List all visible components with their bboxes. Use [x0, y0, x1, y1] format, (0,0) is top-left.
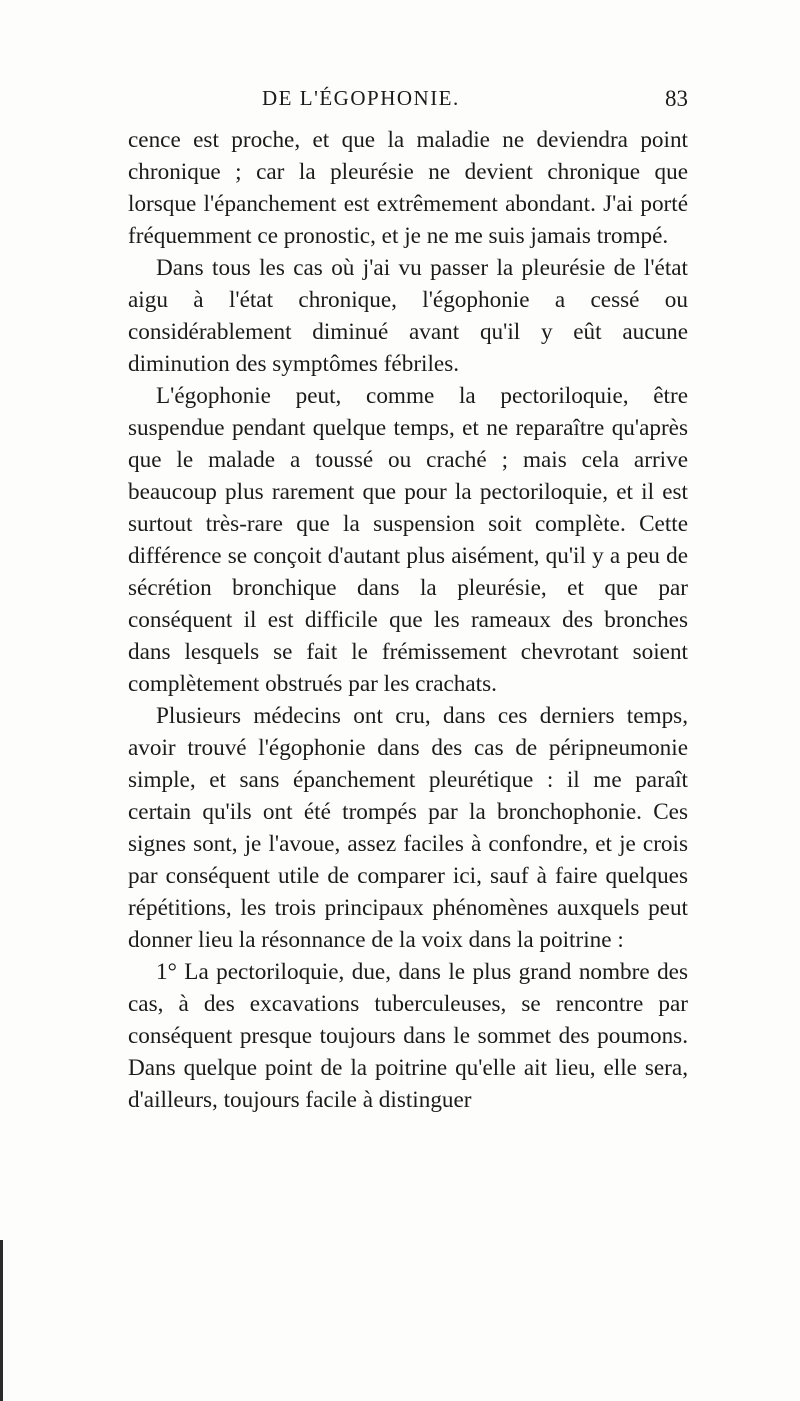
body-text: [128, 124, 688, 1116]
running-title: DE L'ÉGOPHONIE.: [262, 86, 460, 110]
paragraph-continuation: cence est proche, et que la maladie ne deviendra point chronique ; car la pleurésie ne devient chronique que lorsque l'épanchement est extrêmement abondant. J'ai porté fréquemment ce pronostic, et je ne me suis jamais trompé.: [128, 127, 688, 249]
paragraph: Plusieurs médecins ont cru, dans ces derniers temps, avoir trouvé l'égophonie dans des cas de péripneumonie simple, et sans épanchement pleurétique : il me paraît certain qu'ils ont été trompés par la bronchophonie. Ces signes sont, je l'avoue, assez faciles à confondre, et je crois par conséquent utile de comparer ici, sauf à faire quelques répétitions, les trois principaux phénomènes auxquels peut donner lieu la résonnance de la voix dans la poitrine :: [128, 703, 688, 953]
page-edge-mark: [0, 1240, 3, 1401]
page-number: 83: [665, 86, 688, 111]
paragraph: L'égophonie peut, comme la pectoriloquie, être suspendue pendant quelque temps, et ne reparaître qu'après que le malade a toussé ou craché ; mais cela arrive beaucoup plus rarement que pour la pectoriloquie, et il est surtout très-rare que la suspension soit complète. Cette différence se conçoit d'autant plus aisément, qu'il y a peu de sécrétion bronchique dans la pleurésie, et que par conséquent il est difficile que les rameaux des bronches dans lesquels se fait le frémissement chevrotant soient complètement obstrués par les crachats.: [128, 383, 688, 697]
running-head: [120, 86, 688, 116]
paragraph: 1° La pectoriloquie, due, dans le plus grand nombre des cas, à des excavations tuberculeuses, se rencontre par conséquent presque toujours dans le sommet des poumons. Dans quelque point de la poitrine qu'elle ait lieu, elle sera, d'ailleurs, toujours facile à distinguer: [128, 959, 688, 1113]
paragraph: Dans tous les cas où j'ai vu passer la pleurésie de l'état aigu à l'état chronique, l'égophonie a cessé ou considérablement diminué avant qu'il y eût aucune diminution des symptômes fébriles.: [128, 255, 688, 377]
